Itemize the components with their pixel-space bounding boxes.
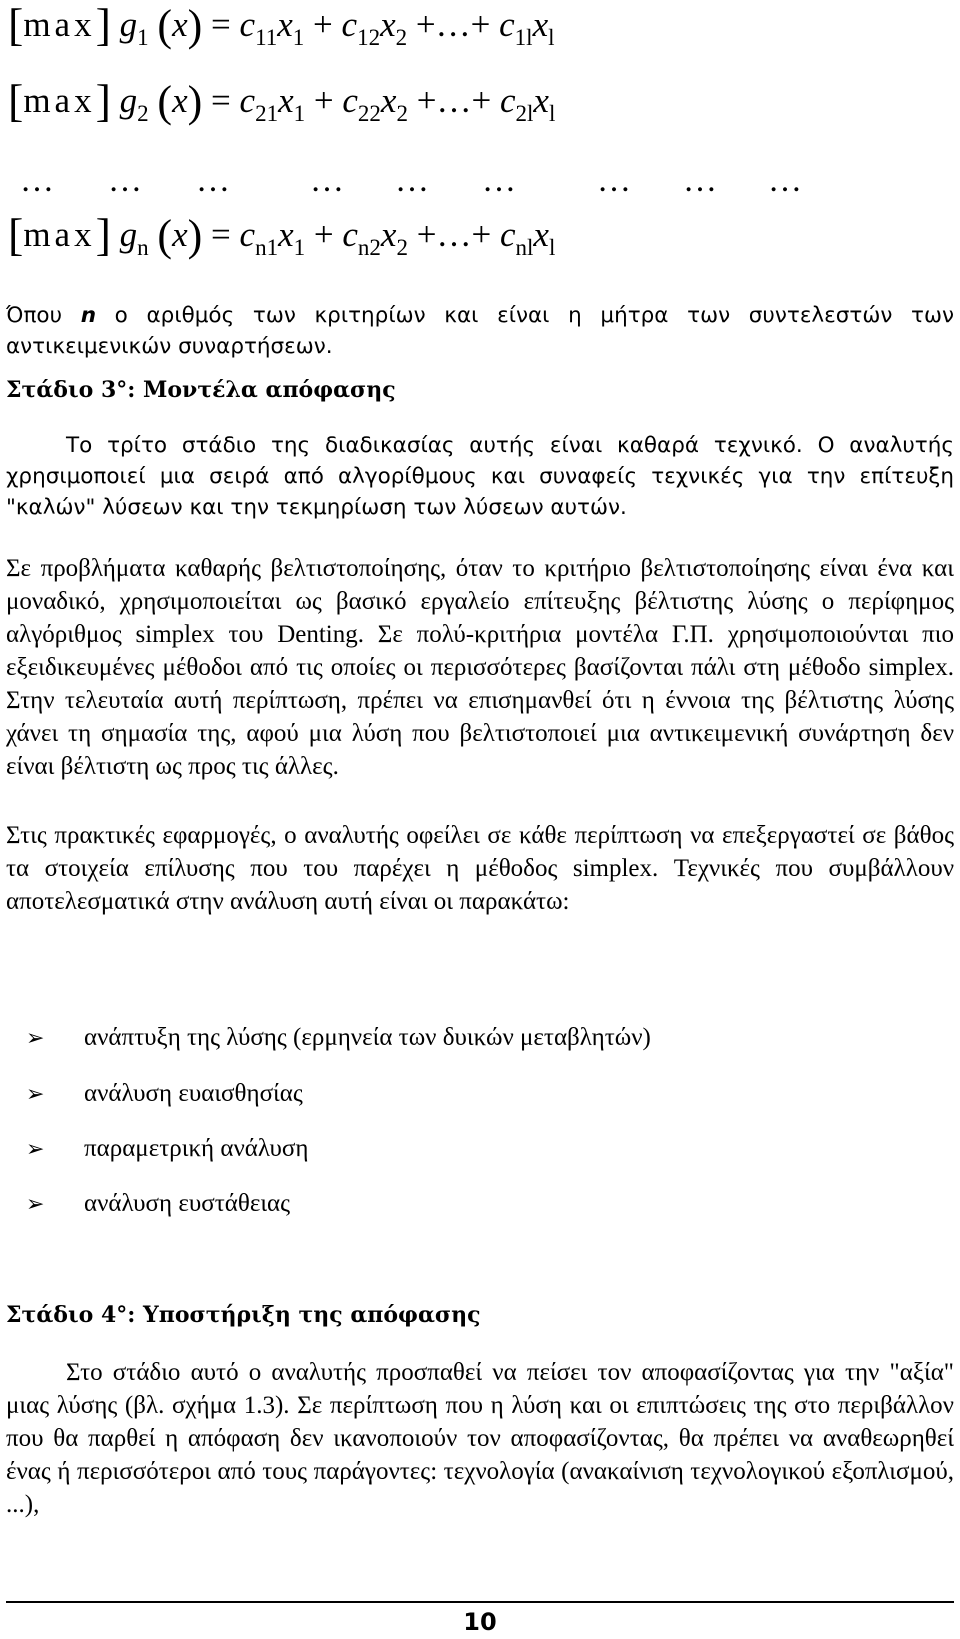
page-number: 10 [463, 1608, 497, 1636]
arrow-bullet-icon: ➢ [26, 1082, 45, 1107]
bullet-item: ➢ ανάλυση ευστάθειας [26, 1190, 291, 1217]
arrow-bullet-icon: ➢ [26, 1192, 45, 1217]
footer-divider [6, 1601, 954, 1603]
arrow-bullet-icon: ➢ [26, 1137, 45, 1162]
bullet-item: ➢ παραμετρική ανάλυση [26, 1135, 309, 1162]
paragraph-simplex: Σε προβλήματα καθαρής βελτιστοποίησης, όταν το κριτήριο βελτιστοποίησης είναι ένα και μοναδικό, χρησιμοποιείται ως βασικό εργαλείο επίτευξης βέλτιστης λύσης ο περίφημος αλγόριθμος simplex του Denting. Σε πολύ-κριτήρια μοντέλα Γ.Π. χρησιμοποιούνται πιο εξειδικευμένες μέθοδοι από τις οποίες οι περισσότερες βασίζονται πάλι στη μέθοδο simplex. Στην τελευταία αυτή περίπτωση, πρέπει να επισημανθεί ότι η έννοια της βέλτιστης λύσης χάνει τη σημασία της, αφού μια λύση που βελτιστοποιεί μια αντικειμενική συνάρτηση δεν είναι βέλτιστη ως προς τις άλλες. [6, 555, 954, 780]
paragraph-practical: Στις πρακτικές εφαρμογές, ο αναλυτής οφείλει σε κάθε περίπτωση να επεξεργαστεί σε βάθος τα στοιχεία επίλυσης που του παρέχει η μέθοδος simplex. Τεχνικές που συμβάλλουν αποτελεσματικά στην ανάλυση αυτή είναι οι παρακάτω: [6, 822, 954, 915]
equation-1: [max] $g_1$ $(x) = c_{11}x_1 + c_{12}x_2$ +…+ $c_{1l}x_l$ [8, 0, 555, 50]
equation-2: [max] $g_2$ $(x) = c_{21}x_1 + c_{22}x_2$ +…+ $c_{2l}x_l$ [8, 75, 556, 126]
paragraph-where: Όπου n ο αριθμός των κριτηρίων και είναι η μήτρα των συντελεστών των αντικειμενικών συναρτήσεων. [6, 303, 954, 359]
paragraph-stage-3: Το τρίτο στάδιο της διαδικασίας αυτής είναι καθαρά τεχνικό. Ο αναλυτής χρησιμοποιεί μια σειρά από αλγορίθμους και συναφείς τεχνικές για την επίτευξη "καλών" λύσεων και την τεκμηρίωση των λύσεων αυτών. [6, 433, 954, 520]
heading-stage-4: Στάδιο 4°: Υποστήριξη της απόφασης [6, 1302, 481, 1328]
bullet-item: ➢ ανάλυση ευαισθησίας [26, 1080, 303, 1107]
bold-variable-n: n [80, 303, 96, 328]
arrow-bullet-icon: ➢ [26, 1026, 45, 1051]
document-page: [max] $g_1$ $(x) = c_{11}x_1 + c_{12}x_2$ +…+ $c_{1l}x_l$ [max] $g_2$ $(x) = c_{21}x_1 + c_{22}x_2$ +…+ $c_{2l}x_l$ … … … … … … … … … [max] $g_n$ $(x) = c_{n1}x_1 + c_{n2}x_2$ +…+ $c_{nl}x_l$ Όπου n ο αριθμός των κριτηρίων και είναι η μήτρα των συντελεστών των αντικειμενικών συναρτήσεων. Στάδιο 3°: Μοντέλα απόφασης Το τρίτο στάδιο της διαδικασίας αυτής είναι καθαρά τεχνικό. Ο αναλυτής χρησιμοποιεί μια σειρά από αλγορίθμους και συναφείς τεχνικές για την επίτευξη "καλών" λύσεων και την τεκμηρίωση των λύσεων αυτών. Σε προβλήματα καθαρής βελτιστοποίησης, όταν το κριτήριο βελτιστοποίησης είναι ένα και μοναδικό, χρησιμοποιείται ως βασικό εργαλείο επίτευξης βέλτιστης λύσης ο περίφημος αλγόριθμος simplex του Denting. Σε πολύ-κριτήρια μοντέλα Γ.Π. χρησιμοποιούνται πιο εξειδικευμένες μέθοδοι από τις οποίες οι περισσότερες βασίζονται πάλι στη μέθοδο simplex. Στην τελευταία αυτή περίπτωση, πρέπει να επισημανθεί ότι η έννοια της βέλτιστης λύσης χάνει τη σημασία της, αφού μια λύση που βελτιστοποιεί μια αντικειμενική συνάρτηση δεν είναι βέλτιστη ως προς τις άλλες. Στις πρακτικές εφαρμογές, ο αναλυτής οφείλει σε κάθε περίπτωση να επεξεργαστεί σε βάθος τα στοιχεία επίλυσης που του παρέχει η μέθοδος simplex. Τεχνικές που συμβάλλουν αποτελεσματικά στην ανάλυση αυτή είναι οι παρακάτω: ➢ ανάπτυξη της λύσης (ερμηνεία των δυικών μεταβλητών) ➢ ανάλυση ευαισθησίας ➢ παραμετρική ανάλυση ➢ ανάλυση ευστάθειας Στάδιο 4°: Υποστήριξη της απόφασης Στο στάδιο αυτό ο αναλυτής προσπαθεί να πείσει τον αποφασίζοντας για την "αξία" μιας λύσης (βλ. σχήμα 1.3). Σε περίπτωση που η λύση και οι επιπτώσεις της στο περιβάλλον που θα παρθεί η απόφαση δεν ικανοποιούν τον αποφασίζοντας, θα πρέπει να αναθεωρηθεί ένας ή περισσότεροι από τους παράγοντες: τεχνολογία (ανακαίνιση τεχνολογικού εξοπλισμού, ...), 10 [0, 0, 960, 1639]
bullet-item: ➢ ανάπτυξη της λύσης (ερμηνεία των δυικών μεταβλητών) [26, 1024, 651, 1051]
paragraph-stage-4: Στο στάδιο αυτό ο αναλυτής προσπαθεί να πείσει τον αποφασίζοντας για την "αξία" μιας λύσης (βλ. σχήμα 1.3). Σε περίπτωση που η λύση και οι επιπτώσεις της στο περιβάλλον που θα παρθεί η απόφαση δεν ικανοποιούν τον αποφασίζοντας, θα πρέπει να αναθεωρηθεί ένας ή περισσότεροι από τους παράγοντες: τεχνολογία (ανακαίνιση τεχνολογικού εξοπλισμού, ...), [6, 1359, 954, 1518]
heading-stage-3: Στάδιο 3°: Μοντέλα απόφασης [6, 377, 396, 403]
equation-n: [max] $g_n$ $(x) = c_{n1}x_1 + c_{n2}x_2$ +…+ $c_{nl}x_l$ [8, 209, 556, 260]
